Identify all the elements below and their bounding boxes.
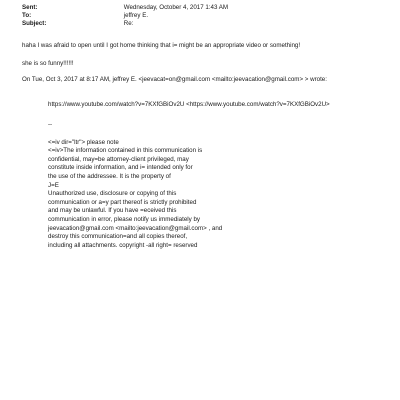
disclaimer-line: confidential, may=be attorney-client privileged, may	[48, 156, 189, 163]
quote-intro: On Tue, Oct 3, 2017 at 8:17 AM, jeffrey E. <jeevacat=on@gmail.com <mailto:jeevacation@gmail.com> > wrote:	[22, 76, 327, 83]
disclaimer-line: Unauthorized use, disclosure or copying of this	[48, 190, 177, 197]
disclaimer-line: <=iv>The information contained in this communication is	[48, 147, 203, 154]
disclaimer-line: the use of the addressee. It is the property of	[48, 173, 171, 180]
disclaimer-line: communication in error, please notify us immediately by	[48, 216, 201, 223]
disclaimer-line: J=E	[48, 182, 59, 189]
subject-value: Re:	[123, 20, 134, 27]
sent-value: Wednesday, October 4, 2017 1:43 AM	[123, 4, 229, 11]
youtube-link[interactable]: https://www.youtube.com/watch?v=7KXfGBiOv2U <https://www.youtube.com/watch?v=7KXfGBiOv2U>	[48, 101, 330, 108]
disclaimer-line: destroy this communication=and all copies thereof,	[48, 233, 188, 240]
to-label: To:	[22, 12, 32, 19]
to-row	[22, 12, 148, 20]
subject-label: Subject:	[22, 20, 47, 27]
disclaimer-line: communication or a=y part thereof is strictly prohibited	[48, 199, 197, 206]
to-value: jeffrey E.	[123, 12, 149, 19]
disclaimer-line: constitute inside information, and i= intended only for	[48, 164, 193, 171]
signature-separator: --	[48, 121, 53, 128]
body-line-2: she is so funny!!!!!!	[22, 60, 74, 67]
disclaimer-line: <=iv dir="ltr"> please note	[48, 139, 119, 146]
disclaimer-email-link[interactable]: jeevacation@gmail.com <mailto:jeevacation@gmail.com> , and	[48, 225, 223, 232]
subject-row	[22, 20, 133, 28]
body-line-1: haha I was afraid to open until I got home thinking that i= might be an appropriate video or something!	[22, 42, 301, 49]
sent-row	[22, 4, 228, 12]
sent-label: Sent:	[22, 4, 38, 11]
disclaimer-line: and may be unlawful. If you have =eceived this	[48, 207, 177, 214]
disclaimer-line: including all attachments. copyright -all right= reserved	[48, 242, 198, 249]
